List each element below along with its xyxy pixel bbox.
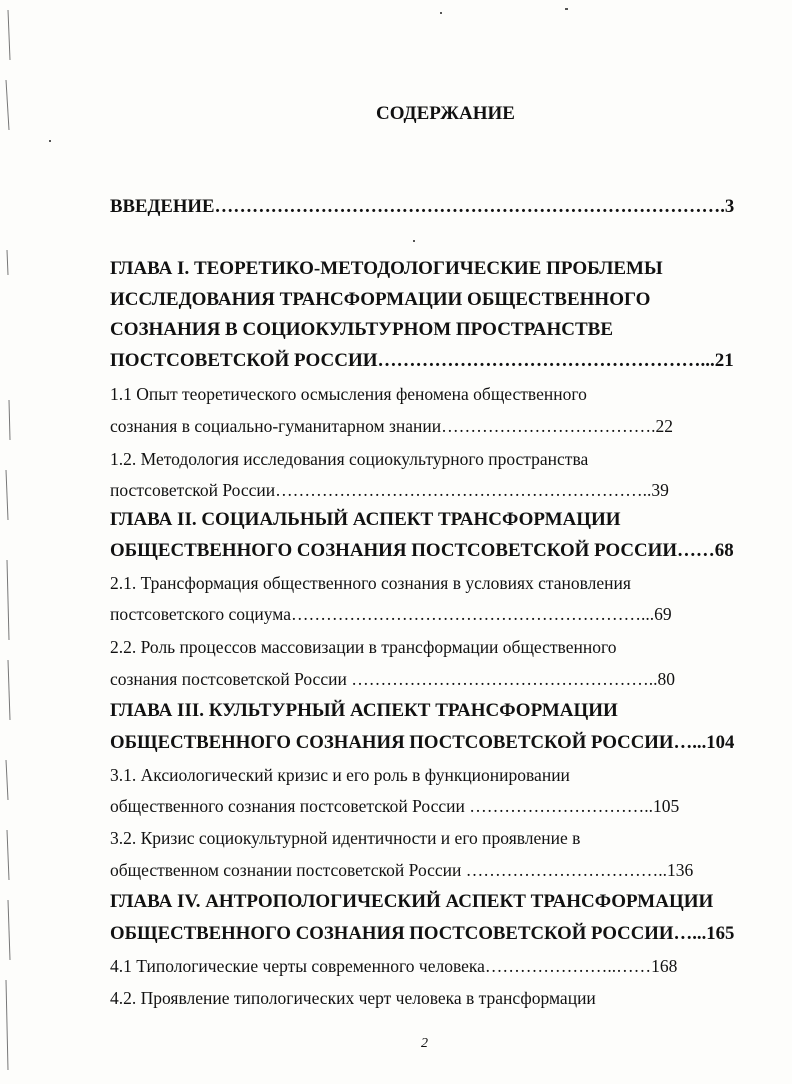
toc-chapter-2-line-2: ОБЩЕСТВЕННОГО СОЗНАНИЯ ПОСТСОВЕТСКОЙ РОССИИ……68 — [110, 540, 734, 561]
page-number: 2 — [421, 1036, 428, 1051]
toc-section-3-1-line-1: 3.1. Аксиологический кризис и его роль в функционировании — [110, 765, 570, 785]
toc-chapter-3-line-2: ОБЩЕСТВЕННОГО СОЗНАНИЯ ПОСТСОВЕТСКОЙ РОССИИ…...104 — [110, 732, 735, 753]
toc-chapter-1-line-1: ГЛАВА I. ТЕОРЕТИКО-МЕТОДОЛОГИЧЕСКИЕ ПРОБЛЕМЫ — [110, 258, 663, 279]
toc-section-3-2-line-1: 3.2. Кризис социокультурной идентичности и его проявление в — [110, 828, 581, 848]
toc-chapter-1-line-4: ПОСТСОВЕТСКОЙ РОССИИ……………………………………………...21 — [110, 350, 734, 371]
toc-section-3-2-line-2: общественном сознании постсоветской России ……………………………..136 — [110, 860, 694, 880]
toc-chapter-2-line-1: ГЛАВА II. СОЦИАЛЬНЫЙ АСПЕКТ ТРАНСФОРМАЦИИ — [110, 509, 621, 530]
toc-section-4-1-line-1: 4.1 Типологические черты современного человека…………………..……168 — [110, 956, 678, 976]
toc-section-1-1-line-1: 1.1 Опыт теоретического осмысления феномена общественного — [110, 384, 587, 404]
toc-section-2-2-line-2: сознания постсоветской России ……………………………………………..80 — [110, 669, 675, 689]
scan-speck — [49, 140, 51, 142]
toc-section-3-1-line-2: общественного сознания постсоветской России …………………………..105 — [110, 796, 680, 816]
toc-section-1-1-line-2: сознания в социально-гуманитарном знании……………………………….22 — [110, 416, 673, 436]
scan-speck — [440, 12, 442, 14]
toc-section-1-2-line-1: 1.2. Методология исследования социокультурного пространства — [110, 449, 589, 469]
scan-speck — [565, 8, 568, 10]
toc-section-4-2-line-1: 4.2. Проявление типологических черт человека в трансформации — [110, 988, 596, 1008]
scan-speck — [413, 240, 415, 242]
toc-section-1-2-line-2: постсоветской России………………………………………………………..39 — [110, 480, 669, 500]
toc-entry-introduction: ВВЕДЕНИЕ……………………………………………………………………….3 — [110, 196, 735, 217]
toc-chapter-1-line-2: ИССЛЕДОВАНИЯ ТРАНСФОРМАЦИИ ОБЩЕСТВЕННОГО — [110, 289, 651, 310]
toc-chapter-4-line-2: ОБЩЕСТВЕННОГО СОЗНАНИЯ ПОСТСОВЕТСКОЙ РОССИИ…...165 — [110, 923, 735, 944]
toc-chapter-4-line-1: ГЛАВА IV. АНТРОПОЛОГИЧЕСКИЙ АСПЕКТ ТРАНСФОРМАЦИИ — [110, 891, 714, 912]
toc-section-2-2-line-1: 2.2. Роль процессов массовизации в трансформации общественного — [110, 637, 617, 657]
page-title: СОДЕРЖАНИЕ — [376, 103, 515, 124]
scan-edge-noise — [0, 0, 22, 1084]
toc-section-2-1-line-1: 2.1. Трансформация общественного сознания в условиях становления — [110, 573, 631, 593]
toc-chapter-1-line-3: СОЗНАНИЯ В СОЦИОКУЛЬТУРНОМ ПРОСТРАНСТВЕ — [110, 319, 613, 340]
toc-section-2-1-line-2: постсоветского социума……………………………………………………...69 — [110, 604, 672, 624]
toc-chapter-3-line-1: ГЛАВА III. КУЛЬТУРНЫЙ АСПЕКТ ТРАНСФОРМАЦИИ — [110, 700, 618, 721]
